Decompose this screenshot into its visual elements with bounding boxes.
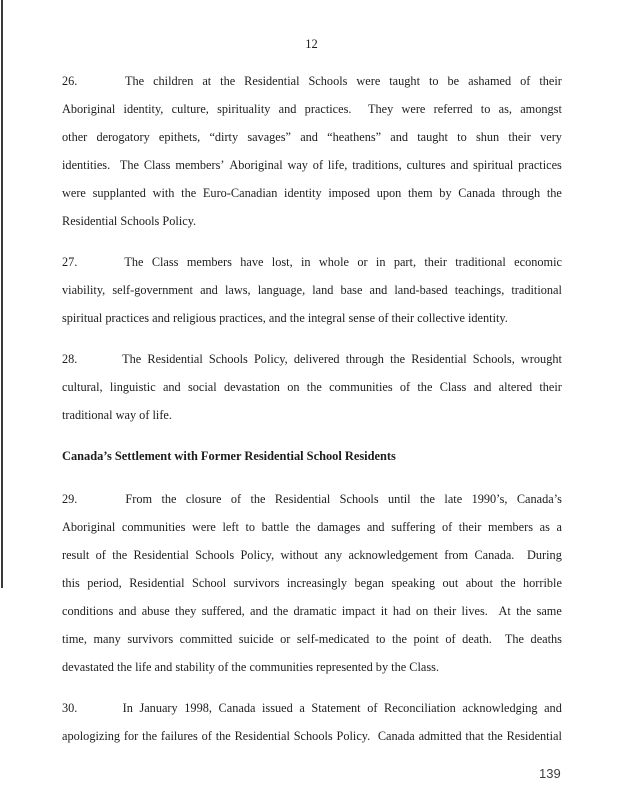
text-line: were supplanted with the Euro-Canadian identity imposed upon them by Canada through the — [62, 186, 562, 200]
text-line: apologizing for the failures of the Residential Schools Policy. Canada admitted that the Residential — [62, 729, 562, 743]
text-line: Aboriginal communities were left to battle the damages and suffering of their members as a — [62, 520, 562, 534]
paragraph-26 — [62, 67, 562, 235]
section-heading: Canada’s Settlement with Former Residential School Residents — [62, 449, 396, 463]
scan-edge-line — [1, 0, 3, 588]
bates-number: 139 — [539, 766, 561, 781]
text-line: Aboriginal identity, culture, spirituality and practices. They were referred to as, amongst — [62, 102, 562, 116]
text-line: viability, self-government and laws, language, land base and land-based teachings, traditional — [62, 283, 562, 297]
paragraph-number: 29. — [62, 492, 78, 506]
text-line: 26. The children at the Residential Schools were taught to be ashamed of their — [62, 67, 562, 95]
text-line: 28. The Residential Schools Policy, delivered through the Residential Schools, wrought — [62, 345, 562, 373]
paragraph-30 — [62, 694, 562, 750]
paragraph-number: 27. — [62, 255, 78, 269]
document-body — [62, 67, 562, 750]
text-line: this period, Residential School survivors increasingly began speaking out about the horrible — [62, 576, 562, 590]
paragraphs-section-2 — [62, 485, 562, 750]
text-line: 29. From the closure of the Residential Schools until the late 1990’s, Canada’s — [62, 485, 562, 513]
paragraph-28 — [62, 345, 562, 429]
text-line: cultural, linguistic and social devastation on the communities of the Class and altered their — [62, 380, 562, 394]
text-line: Residential Schools Policy. — [62, 214, 197, 228]
text-line: identities. The Class members’ Aboriginal way of life, traditions, cultures and spiritual practices — [62, 158, 562, 172]
paragraphs-section-1 — [62, 67, 562, 429]
text-line: 30. In January 1998, Canada issued a Statement of Reconciliation acknowledging and — [62, 694, 562, 722]
paragraph-number: 30. — [62, 701, 78, 715]
paragraph-27 — [62, 248, 562, 332]
text-line: time, many survivors committed suicide or self-medicated to the point of death. The deaths — [62, 632, 562, 646]
text-line: traditional way of life. — [62, 408, 172, 422]
paragraph-number: 28. — [62, 352, 78, 366]
page-number: 12 — [305, 37, 318, 51]
text-line: result of the Residential Schools Policy, without any acknowledgement from Canada. During — [62, 548, 562, 562]
text-line: 27. The Class members have lost, in whole or in part, their traditional economic — [62, 248, 562, 276]
text-line: other derogatory epithets, “dirty savages” and “heathens” and taught to shun their very — [62, 130, 562, 144]
text-line: devastated the life and stability of the communities represented by the Class. — [62, 660, 440, 674]
text-line: spiritual practices and religious practices, and the integral sense of their collective identity. — [62, 311, 508, 325]
paragraph-number: 26. — [62, 74, 78, 88]
text-line: conditions and abuse they suffered, and the dramatic impact it had on their lives. At the same — [62, 604, 562, 618]
paragraph-29 — [62, 485, 562, 681]
